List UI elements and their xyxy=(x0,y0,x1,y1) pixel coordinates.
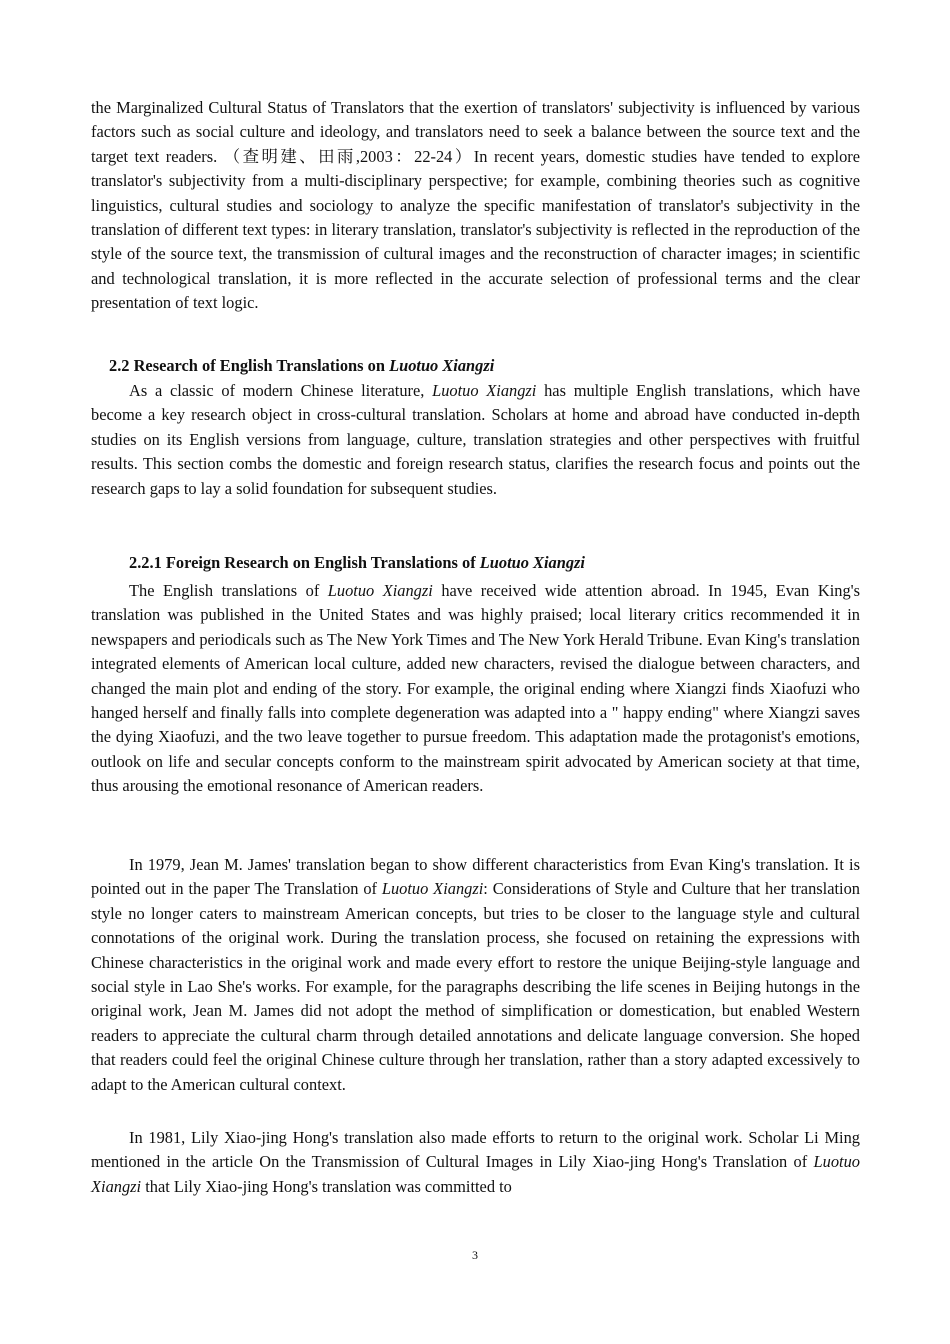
paragraph-text: The English translations of xyxy=(129,581,328,600)
paragraph-translator-subjectivity xyxy=(91,96,860,316)
paragraph-text: that Lily Xiao-jing Hong's translation was committed to xyxy=(141,1176,512,1196)
italic-title: Luotuo Xiangzi xyxy=(327,581,433,600)
paragraph-text: In 1981, Lily Xiao-jing Hong's translation also made efforts to return to the original work. Scholar Li Ming mentioned in the article On the Transmission of Cultural Images in Lily Xiao-jing Hong's Translation of xyxy=(91,1128,860,1172)
paragraph-text: have received wide attention abroad. In 1945, Evan King's translation was published in the United States and was highly praised; local literary critics recommended it in newspapers and periodicals such as The New York Times and The New York Herald Tribune. Evan King's translation integrated elements of American local culture, added new characters, revised the dialogue between characters, and changed the main plot and ending of the story. For example, the original ending where Xiangzi finds Xiaofuzi who hanged herself and finally falls into complete degeneration was adapted into a " happy ending" where Xiangzi saves the dying Xiaofuzi, and the two leave together to pursue freedom. This adaptation made the protagonist's emotions, outlook on life and secular concepts conform to the mainstream spirit advocated by American society at that time, thus arousing the emotional resonance of American readers. xyxy=(91,581,860,796)
paragraph-text: : Considerations of Style and Culture that her translation style no longer caters to mainstream American concepts, but tries to be closer to the language style and cultural connotations of the original work. During the translation process, she focused on retaining the expressions with Chinese characteristics in the original work and made every effort to restore the unique Beijing-style language and social style in Lao She's works. For example, for the paragraphs describing the life scenes in Beijing hutongs in the original work, Jean M. James did not adopt the method of simplification or domestication, but enabled Western readers to appreciate the cultural charm through detailed annotations and delicate language conversion. She hoped that readers could feel the original Chinese culture through her translation, rather than a story adapted excessively to adapt to the American cultural context. xyxy=(91,879,860,1094)
heading-italic-title: Luotuo Xiangzi xyxy=(479,553,585,572)
paragraph-jean-james xyxy=(91,853,860,1097)
section-heading-2-2 xyxy=(109,354,860,378)
italic-title: Luotuo Xiangzi xyxy=(91,1152,860,1196)
paragraph-evan-king xyxy=(91,579,860,799)
section-heading-2-2-1 xyxy=(129,551,860,575)
page-number: 3 xyxy=(472,1248,478,1262)
paragraph-lily-hong xyxy=(91,1126,860,1199)
italic-title: Luotuo Xiangzi xyxy=(381,879,484,899)
paragraph-section-intro xyxy=(91,379,860,501)
paragraph-text: the Marginalized Cultural Status of Translators that the exertion of translators' subjectivity is influenced by various factors such as social culture and ideology, and translators need to seek a balance between the source text and the target text readers. （查明建、田雨,2003：22-24）In recent years, domestic studies have tended to explore translator's subjectivity from a multi-disciplinary perspective; for example, combining theories such as cognitive linguistics, cultural studies and sociology to analyze the specific manifestation of translator's subjectivity in the translation of different text types: in literary translation, translator's subjectivity is reflected in the reproduction of the style of the source text, the transmission of cultural images and the reconstruction of character images; in scientific and technological translation, it is more reflected in the accurate selection of professional terms and the clear presentation of text logic. xyxy=(91,98,860,313)
paragraph-text: has multiple English translations, which have become a key research object in cross-cultural translation. Scholars at home and abroad have conducted in-depth studies on its English versions from language, culture, translation strategies and other perspectives with fruitful results. This section combs the domestic and foreign research status, clarifies the research focus and points out the research gaps to lay a solid foundation for subsequent studies. xyxy=(91,381,861,498)
paragraph-text: In 1979, Jean M. James' translation began to show different characteristics from Evan King's translation. It is pointed out in the paper The Translation of xyxy=(91,855,860,899)
italic-title: Luotuo Xiangzi xyxy=(432,381,537,400)
heading-text: 2.2.1 Foreign Research on English Translations of xyxy=(129,553,480,572)
paragraph-text: As a classic of modern Chinese literature, xyxy=(129,381,433,400)
heading-italic-title: Luotuo Xiangzi xyxy=(389,356,495,375)
heading-text: 2.2 Research of English Translations on xyxy=(109,356,390,375)
